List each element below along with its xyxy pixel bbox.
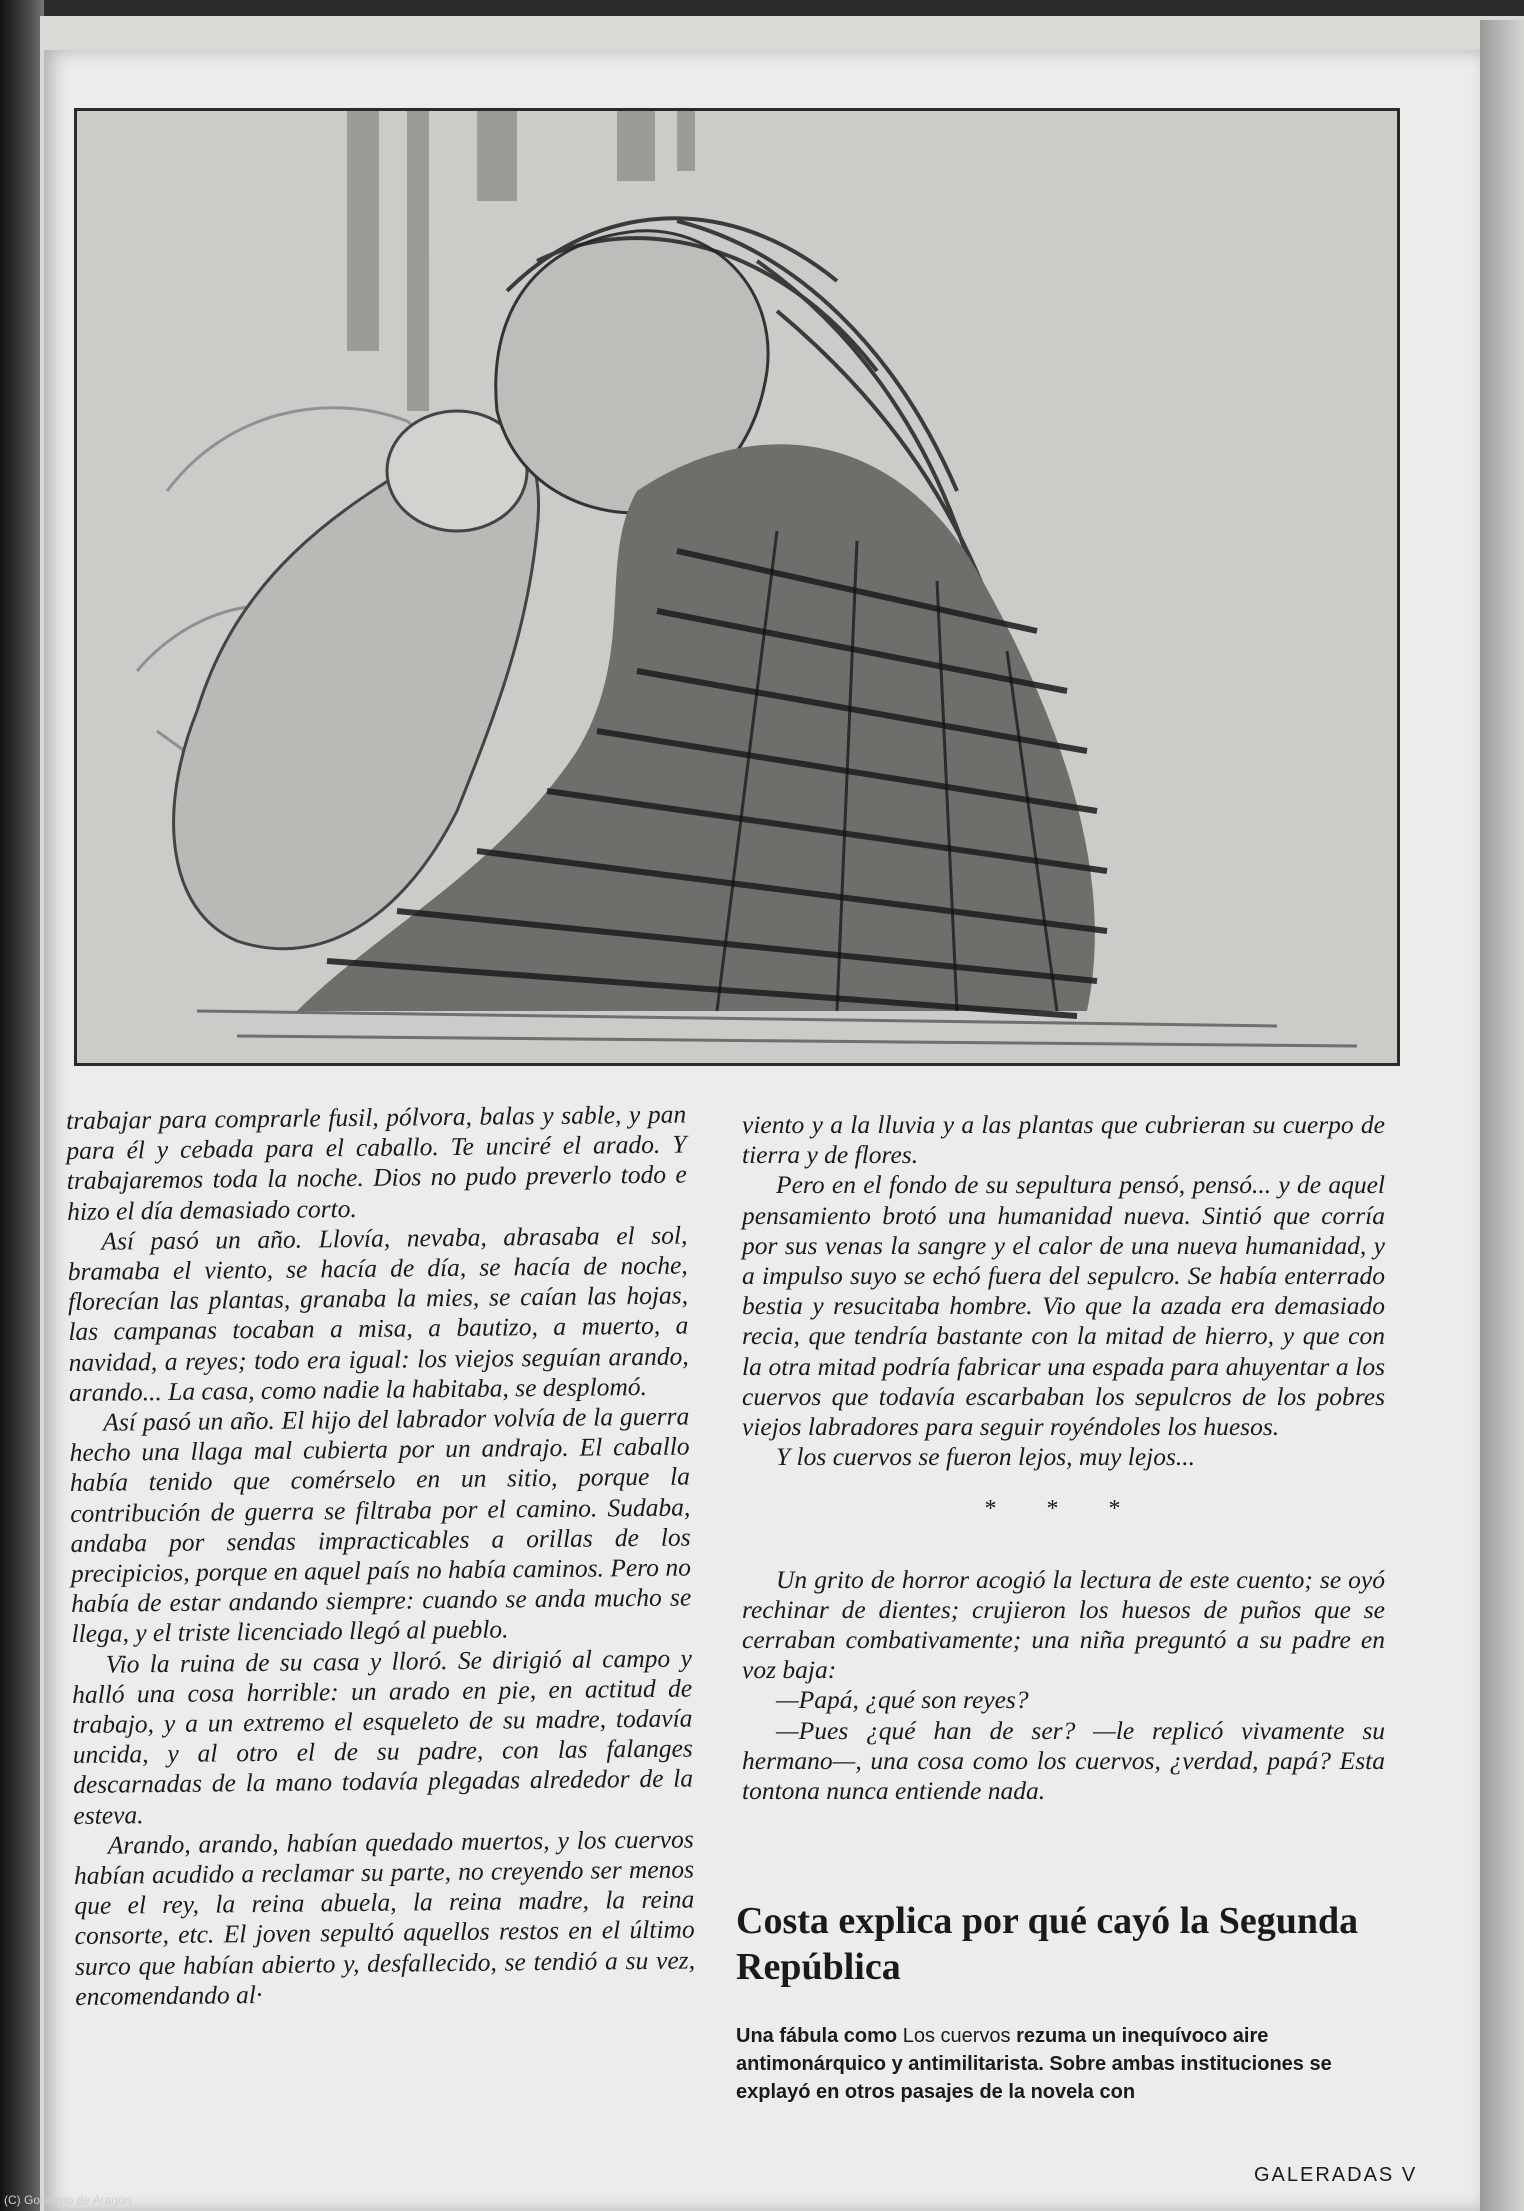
scan-credit: (C) Gobierno de Aragón: [4, 2193, 132, 2207]
dialogue-line: —Papá, ¿qué son reyes?: [776, 1685, 1029, 1715]
section-separator: * * *: [984, 1496, 1143, 1523]
section-heading: Costa explica por qué cayó la Segunda República: [736, 1900, 1359, 1988]
paragraph: Así pasó un año. Llovía, nevaba, abrasaba el sol, bramaba el viento, se hacía de día, se hacía de noche, florecían las plantas, granaba la mies, se caían las hojas, las campanas tocaban a misa, a bautizo, a muerto, a navidad, a reyes; todo era igual: los viejos seguían arando, arando... La casa, como nadie la habitaba, se desplomó.: [67, 1220, 689, 1407]
book-spine: [0, 0, 44, 2211]
page-edge: [1480, 20, 1524, 2211]
paragraph: trabajar para comprarle fusil, pólvora, balas y sable, y pan para él y cebada para el caballo. Te unciré el arado. Y trabajaremos toda la noche. Dios no pudo preverlo todo e hizo el día demasiado corto.: [66, 1099, 687, 1226]
running-footer: GALERADAS V: [1254, 2164, 1418, 2186]
paragraph: Pero en el fondo de su sepultura pensó, pensó... y de aquel pensamiento brotó una humanidad nueva. Sintió que corría por sus venas la sangre y el calor de una nueva humanidad, y a impulso suyo se echó fuera del sepulcro. Se había enterrado bestia y resucitaba hombre. Vio que la azada era demasiado recia, que tendría bastante con la mitad de hierro, y que con la otra mitad podría fabricar una espada para ahuyentar a los cuervos que todavía escarbaban los sepulcros de los pobres viejos labradores para seguir royéndoles los huesos.: [742, 1170, 1385, 1442]
left-column: [66, 1100, 695, 2013]
right-column: [742, 1110, 1385, 1806]
charcoal-drawing-image: [77, 111, 1397, 1063]
lead-text: rezuma un inequívoco aire antimonárquico y antimilitarista. Sobre ambas instituciones se explayó en otros pasajes de la novela con: [736, 2025, 1332, 2103]
lead-book-title: Los cuervos: [902, 2025, 1011, 2047]
lead-text: Una fábula como: [736, 2025, 903, 2047]
illustration: [74, 108, 1400, 1066]
paragraph: Un grito de horror acogió la lectura de este cuento; se oyó rechinar de dientes; crujieron los huesos de puños que se cerraban combativamente; una niña preguntó a su padre en voz baja:: [742, 1564, 1385, 1685]
dialogue-line: —Pues ¿qué han de ser? —le replicó vivamente su hermano—, una cosa como los cuervos, ¿verdad, papá? Esta tontona nunca entiende nada.: [742, 1715, 1385, 1806]
paragraph: Arando, arando, habían quedado muertos, y los cuervos habían acudido a reclamar su parte, no creyendo ser menos que el rey, la reina abuela, la reina madre, la reina consorte, etc. El joven sepultó aquellos restos en el último surco que habían abierto y, desfallecido, se tendió a su vez, encomendando al·: [73, 1824, 696, 2011]
paragraph: Así pasó un año. El hijo del labrador volvía de la guerra hecho una llaga mal cubierta por un andrajo. El caballo había tenido que comérselo en un sitio, porque la contribución de guerra se filtraba por el camino. Sudaba, andaba por sendas impracticables a orillas de los precipicios, porque en aquel país no había caminos. Pero no había de estar andando siempre: cuando se anda mucho se llega, y el triste licenciado llegó al pueblo.: [69, 1401, 692, 1649]
paragraph: Y los cuervos se fueron lejos, muy lejos...: [776, 1442, 1196, 1472]
paragraph: Vio la ruina de su casa y lloró. Se dirigió al campo y halló una cosa horrible: un arado en pie, en actitud de trabajo, y a un extremo el esqueleto de su madre, todavía uncida, y al otro el de su padre, con las falanges descarnadas de la mano todavía plegadas alrededor de la esteva.: [72, 1643, 694, 1830]
paragraph: viento y a la lluvia y a las plantas que cubrieran su cuerpo de tierra y de flores.: [742, 1110, 1385, 1170]
section-lead: [736, 2022, 1386, 2106]
